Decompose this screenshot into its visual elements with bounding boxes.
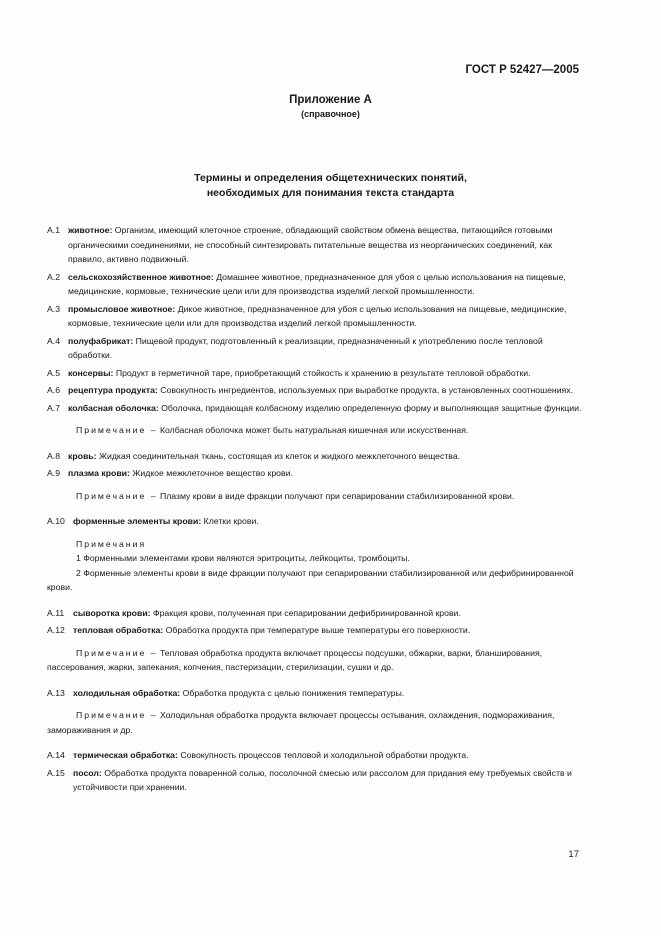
term-a7 xyxy=(47,401,583,416)
term-number: А.1 xyxy=(47,225,61,235)
term-a2 xyxy=(47,270,583,299)
note-text: Плазму крови в виде фракции получают при сепарировании стабилизированной крови. xyxy=(159,490,515,501)
standard-number: ГОСТ Р 52427—2005 xyxy=(465,64,579,76)
term-definition: Обработка продукта при температуре выше температуры его поверхности. xyxy=(165,625,471,635)
term-name: рецептура продукта: xyxy=(68,385,158,395)
term-number: А.8 xyxy=(47,450,61,461)
note-label: Примечание – xyxy=(76,425,158,435)
section-title-line-1: Термины и определения общетехнических понятий, xyxy=(194,172,467,184)
note-label: Примечание – xyxy=(76,710,158,720)
note-a12 xyxy=(47,646,583,675)
note-a13 xyxy=(47,708,583,737)
term-a15 xyxy=(47,766,583,795)
page-number: 17 xyxy=(568,849,579,860)
term-a10 xyxy=(47,514,583,529)
term-a6 xyxy=(47,383,583,398)
term-number: А.11 xyxy=(47,607,65,618)
term-definition: Оболочка, придающая колбасному изделию определенную форму и выполняющая защитные функции. xyxy=(161,402,582,413)
term-definition: Обработка продукта с целью понижения температуры. xyxy=(182,687,405,698)
term-definition: Жидкое межклеточное вещество крови. xyxy=(132,468,293,478)
term-a13 xyxy=(47,686,583,701)
note-text: Тепловая обработка продукта включает процессы подсушки, обжарки, варки, бланширования, пассерования, жарки, запекания, копчения, пастеризации, стерилизации, сушки и др. xyxy=(47,647,543,672)
term-name: посол: xyxy=(73,767,102,778)
term-definition: Дикое животное, предназначенное для убоя с целью использования на пищевые, медицинские, кормовые, технические цели или для производства изделий легкой промышленности. xyxy=(68,303,567,328)
term-a11 xyxy=(47,606,583,621)
term-a1 xyxy=(47,223,583,267)
appendix-subtitle: (справочное) xyxy=(301,109,360,119)
term-a12 xyxy=(47,623,583,638)
note-label: Примечание – xyxy=(76,490,158,501)
term-number: А.10 xyxy=(47,516,65,526)
term-number: А.15 xyxy=(47,767,65,778)
term-a3 xyxy=(47,302,583,331)
term-number: А.7 xyxy=(47,402,61,413)
term-name: термическая обработка: xyxy=(73,750,178,760)
term-number: А.14 xyxy=(47,750,65,760)
notes-label: Примечания xyxy=(76,538,147,549)
term-name: сельскохозяйственное животное: xyxy=(68,271,214,282)
note-a7 xyxy=(47,423,583,438)
term-definition: Домашнее животное, предназначенное для убоя с целью использования на пищевые, медицинские, кормовые, технические цели или для производства изделий легкой промышленности. xyxy=(68,271,566,296)
term-definition: Совокупность процессов тепловой и холодильной обработки продукта. xyxy=(180,750,469,760)
term-number: А.5 xyxy=(47,367,61,378)
term-name: полуфабрикат: xyxy=(68,335,134,346)
term-name: животное: xyxy=(68,225,113,235)
term-definition: Обработка продукта поваренной солью, посолочной смесью или рассолом для придания ему требуемых свойств и устойчивости при хранении. xyxy=(73,767,572,792)
term-name: форменные элементы крови: xyxy=(73,516,202,526)
note-a9 xyxy=(47,489,583,504)
note-item-1: 1 Форменными элементами крови являются эритроциты, лейкоциты, тромбоциты. xyxy=(76,553,410,563)
note-label: Примечание – xyxy=(76,647,158,658)
note-text: Колбасная оболочка может быть натуральная кишечная или искусственная. xyxy=(159,425,469,435)
term-definition: Совокупность ингредиентов, используемых при выработке продукта, в установленных соотношениях. xyxy=(160,385,574,395)
term-number: А.3 xyxy=(47,303,61,314)
section-title-line-2: необходимых для понимания текста стандарта xyxy=(206,187,455,199)
term-number: А.12 xyxy=(47,625,65,635)
section-title xyxy=(0,171,661,201)
term-a8 xyxy=(47,449,583,464)
appendix-title: Приложение А xyxy=(289,94,372,106)
term-definition: Пищевой продукт, подготовленный к реализации, предназначенный к употреблению после тепловой обработки. xyxy=(68,335,543,360)
term-name: холодильная обработка: xyxy=(73,687,181,698)
term-name: колбасная оболочка: xyxy=(68,402,159,413)
note-text: Холодильная обработка продукта включает процессы остывания, охлаждения, подмораживания, замораживания и др. xyxy=(47,710,555,735)
term-definition: Клетки крови. xyxy=(203,516,259,526)
terms-list xyxy=(47,223,583,798)
note-item-2: 2 Форменные элементы крови в виде фракции получают при сепарировании стабилизированной или дефибринированной крови. xyxy=(47,567,574,592)
term-a14 xyxy=(47,748,583,763)
term-a9 xyxy=(47,466,583,481)
term-a5 xyxy=(47,366,583,381)
term-name: кровь: xyxy=(68,450,97,461)
term-number: А.2 xyxy=(47,271,61,282)
term-number: А.9 xyxy=(47,468,61,478)
term-a4 xyxy=(47,334,583,363)
term-number: А.4 xyxy=(47,335,61,346)
term-name: сыворотка крови: xyxy=(73,607,151,618)
term-name: консервы: xyxy=(68,367,114,378)
term-name: плазма крови: xyxy=(68,468,130,478)
term-definition: Продукт в герметичной таре, приобретающий стойкость к хранению в результате тепловой обработки. xyxy=(115,367,531,378)
term-definition: Организм, имеющий клеточное строение, обладающий свойством обмена вещества, питающийся готовыми органическими соединениями, не способный синтезировать питательные вещества из неорганических соединений, как правило, активно подвижный. xyxy=(68,225,553,264)
term-name: тепловая обработка: xyxy=(73,625,164,635)
notes-a10 xyxy=(47,537,583,595)
term-definition: Фракция крови, полученная при сепарировании дефибринированной крови. xyxy=(153,607,461,618)
term-number: А.13 xyxy=(47,687,65,698)
term-definition: Жидкая соединительная ткань, состоящая из клеток и жидкого межклеточного вещества. xyxy=(98,450,461,461)
term-number: А.6 xyxy=(47,385,61,395)
term-name: промысловое животное: xyxy=(68,303,176,314)
